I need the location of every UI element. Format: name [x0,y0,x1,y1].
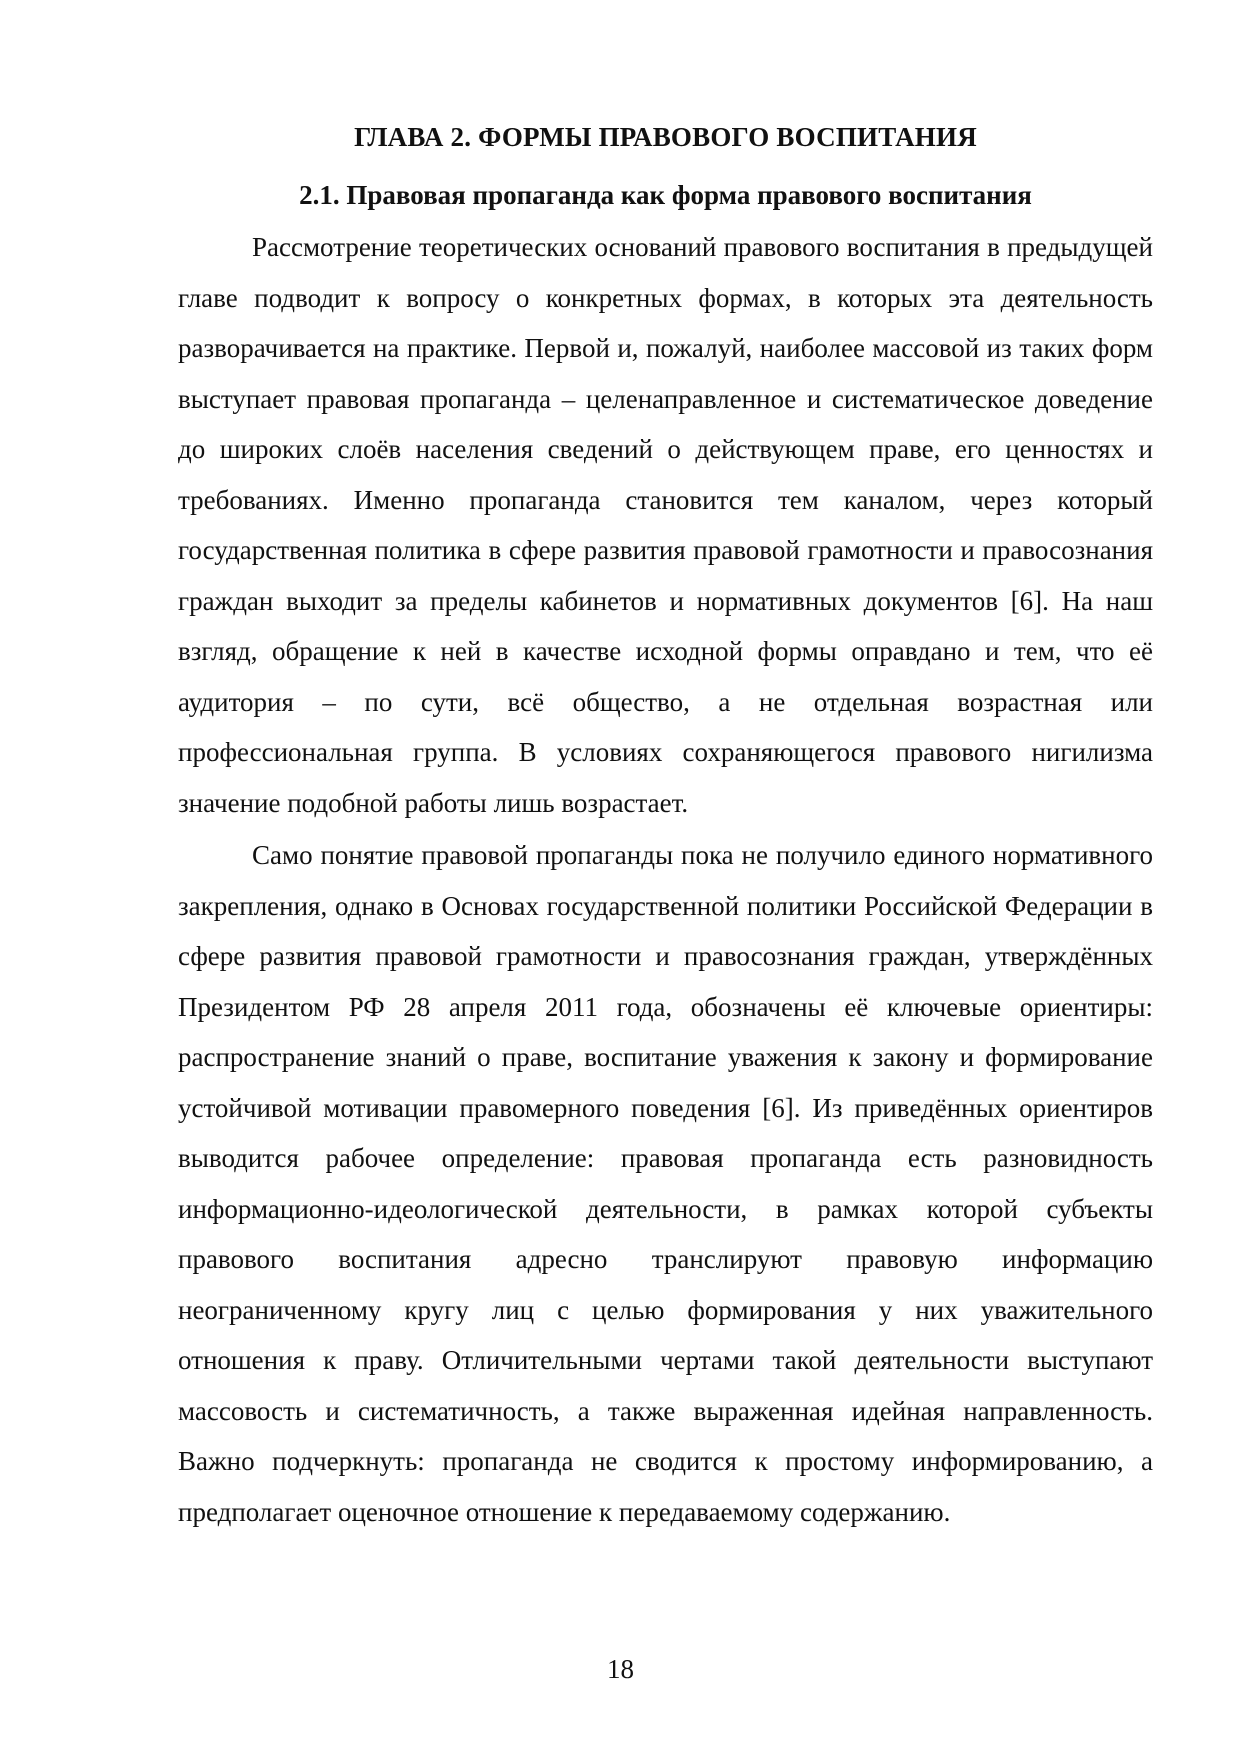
paragraph: Само понятие правовой пропаганды пока не получило единого нормативного закрепления, однако в Основах государственной политики Российской Федерации в сфере развития правовой грамотности и правосознания граждан, утверждённых Президентом РФ 28 апреля 2011 года, обозначены её ключевые ориентиры: распространение знаний о праве, воспитание уважения к закону и формирование устойчивой мотивации правомерного поведения [6]. Из приведённых ориентиров выводится рабочее определение: правовая пропаганда есть разновидность информационно-идеологической деятельности, в рамках которой субъекты правового воспитания адресно транслируют правовую информацию неограниченному кругу лиц с целью формирования у них уважительного отношения к праву. Отличительными чертами такой деятельности выступают массовость и систематичность, а также выраженная идейная направленность. Важно подчеркнуть: пропаганда не сводится к простому информированию, а предполагает оценочное отношение к передаваемому содержанию. [178,840,1153,1527]
paragraph: Рассмотрение теоретических оснований правового воспитания в предыдущей главе подводит к вопросу о конкретных формах, в которых эта деятельность разворачивается на практике. Первой и, пожалуй, наиболее массовой из таких форм выступает правовая пропаганда – целенаправленное и систематическое доведение до широких слоёв населения сведений о действующем праве, его ценностях и требованиях. Именно пропаганда становится тем каналом, через который государственная политика в сфере развития правовой грамотности и правосознания граждан выходит за пределы кабинетов и нормативных документов [6]. На наш взгляд, обращение к ней в качестве исходной формы оправдано и тем, что её аудитория – по сути, всё общество, а не отдельная возрастная или профессиональная группа. В условиях сохраняющегося правового нигилизма значение подобной работы лишь возрастает. [178,232,1153,818]
section-title: 2.1. Правовая пропаганда как форма правового воспитания [299,180,1032,210]
page-number: 18 [607,1654,634,1684]
body-text [178,222,1153,1537]
chapter-title: ГЛАВА 2. ФОРМЫ ПРАВОВОГО ВОСПИТАНИЯ [354,122,977,152]
